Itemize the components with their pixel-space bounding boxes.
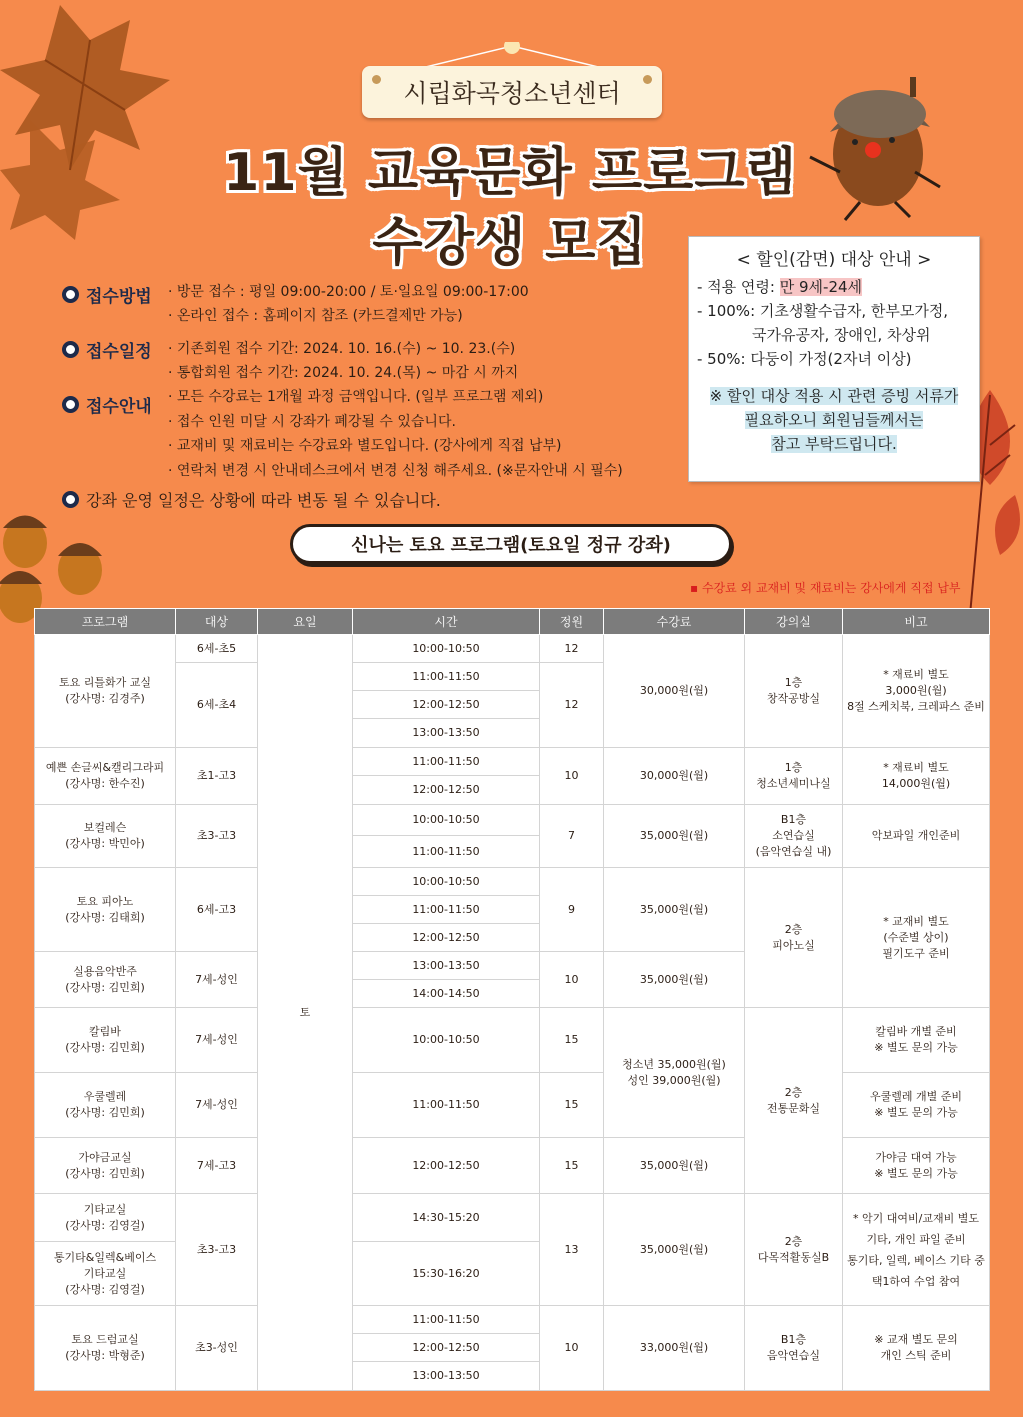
day-cell: 토 xyxy=(258,635,353,1391)
capacity-cell: 12 xyxy=(540,635,604,663)
col-header: 대상 xyxy=(176,609,258,635)
fee-cell: 33,000원(월) xyxy=(604,1306,745,1391)
discount-full-cont: 국가유공자, 장애인, 차상위 xyxy=(752,326,931,344)
table-row xyxy=(35,1073,990,1138)
col-header: 프로그램 xyxy=(35,609,176,635)
room-cell: 1층 창작공방실 xyxy=(745,635,843,748)
discount-half: - 50%: 다둥이 가정(2자녀 이상) xyxy=(697,350,912,368)
time-cell: 11:00-11:50 xyxy=(353,836,540,868)
fee-cell: 35,000원(월) xyxy=(604,1194,745,1306)
program-cell: 예쁜 손글씨&캘리그라피 (강사명: 한수진) xyxy=(35,748,176,805)
table-row xyxy=(35,635,990,663)
center-name-plaque xyxy=(362,66,662,118)
target-cell: 초3-고3 xyxy=(176,1194,258,1306)
discount-note: ※ 할인 대상 적용 시 관련 증빙 서류가 필요하오니 회원님들께서는 참고 부탁드립니다. xyxy=(709,387,959,453)
note-cell: ※ 교재 별도 문의 개인 스틱 준비 xyxy=(843,1306,990,1391)
fee-cell: 30,000원(월) xyxy=(604,748,745,805)
guide-line: · 접수 인원 미달 시 강좌가 폐강될 수 있습니다. xyxy=(168,414,456,430)
time-cell: 13:00-13:50 xyxy=(353,1362,540,1391)
table-row xyxy=(35,1194,990,1242)
program-cell: 토요 드럼교실 (강사명: 박형준) xyxy=(35,1306,176,1391)
col-header: 강의실 xyxy=(745,609,843,635)
fee-cell: 35,000원(월) xyxy=(604,952,745,1008)
time-cell: 11:00-11:50 xyxy=(353,896,540,924)
center-name: 시립화곡청소년센터 xyxy=(403,79,621,108)
table-row xyxy=(35,1138,990,1194)
bullet-ring-icon xyxy=(62,396,79,413)
capacity-cell: 10 xyxy=(540,748,604,805)
method-line: · 온라인 접수 : 홈페이지 참조 (카드결제만 가능) xyxy=(168,308,463,324)
program-cell: 토요 피아노 (강사명: 김태희) xyxy=(35,868,176,952)
target-cell: 초3-성인 xyxy=(176,1306,258,1391)
program-cell: 우쿨렐레 (강사명: 김민희) xyxy=(35,1073,176,1138)
bullet-ring-icon xyxy=(62,491,79,508)
guide-line: · 교재비 및 재료비는 수강료와 별도입니다. (강사에게 직접 납부) xyxy=(168,438,562,454)
target-cell: 초1-고3 xyxy=(176,748,258,805)
guide-label: 접수안내 xyxy=(62,392,152,417)
time-cell: 15:30-16:20 xyxy=(353,1242,540,1306)
program-cell: 칼림바 (강사명: 김민희) xyxy=(35,1008,176,1073)
table-header-row xyxy=(35,609,990,635)
method-label: 접수방법 xyxy=(62,282,152,307)
program-cell: 실용음악반주 (강사명: 김민희) xyxy=(35,952,176,1008)
program-cell: 기타교실 (강사명: 김영걸) xyxy=(35,1194,176,1242)
bullet-ring-icon xyxy=(62,286,79,303)
method-line: · 방문 접수 : 평일 09:00-20:00 / 토·일요일 09:00-17:00 xyxy=(168,284,529,300)
col-header: 정원 xyxy=(540,609,604,635)
target-cell: 6세-고3 xyxy=(176,868,258,952)
col-header: 요일 xyxy=(258,609,353,635)
fee-cell: 30,000원(월) xyxy=(604,635,745,748)
discount-box xyxy=(688,236,980,482)
target-cell: 초3-고3 xyxy=(176,805,258,868)
capacity-cell: 10 xyxy=(540,952,604,1008)
note-cell: * 재료비 별도 14,000원(월) xyxy=(843,748,990,805)
time-cell: 10:00-10:50 xyxy=(353,1008,540,1073)
note-cell: 악보파일 개인준비 xyxy=(843,805,990,868)
fee-note: ▪ 수강료 외 교재비 및 재료비는 강사에게 직접 납부 xyxy=(690,581,961,595)
room-cell: 2층 다목적활동실B xyxy=(745,1194,843,1306)
target-cell: 6세-초5 xyxy=(176,635,258,663)
schedule-label: 접수일정 xyxy=(62,337,152,362)
capacity-cell: 13 xyxy=(540,1194,604,1306)
target-cell: 7세-성인 xyxy=(176,1008,258,1073)
time-cell: 13:00-13:50 xyxy=(353,719,540,748)
time-cell: 14:30-15:20 xyxy=(353,1194,540,1242)
program-cell: 토요 리틀화가 교실 (강사명: 김경주) xyxy=(35,635,176,748)
bullet-ring-icon xyxy=(62,341,79,358)
time-cell: 14:00-14:50 xyxy=(353,980,540,1008)
note-cell: 우쿨렐레 개별 준비 ※ 별도 문의 가능 xyxy=(843,1073,990,1138)
fee-cell: 청소년 35,000원(월) 성인 39,000원(월) xyxy=(604,1008,745,1138)
schedule-line: · 기존회원 접수 기간: 2024. 10. 16.(수) ~ 10. 23.(수) xyxy=(168,341,516,357)
time-cell: 12:00-12:50 xyxy=(353,924,540,952)
room-cell: 2층 피아노실 xyxy=(745,868,843,1008)
room-cell: 2층 전통문화실 xyxy=(745,1008,843,1194)
col-header: 시간 xyxy=(353,609,540,635)
room-cell: 1층 청소년세미나실 xyxy=(745,748,843,805)
maple-leaf-icon xyxy=(0,0,180,240)
time-cell: 12:00-12:50 xyxy=(353,691,540,719)
capacity-cell: 15 xyxy=(540,1073,604,1138)
capacity-cell: 10 xyxy=(540,1306,604,1391)
table-row xyxy=(35,1008,990,1073)
capacity-cell: 15 xyxy=(540,1008,604,1073)
time-cell: 12:00-12:50 xyxy=(353,1334,540,1362)
room-cell: B1층 소연습실 (음악연습실 내) xyxy=(745,805,843,868)
program-table xyxy=(34,608,990,1391)
section-title: 신나는 토요 프로그램(토요일 정규 강좌) xyxy=(290,524,732,564)
col-header: 비고 xyxy=(843,609,990,635)
time-cell: 10:00-10:50 xyxy=(353,868,540,896)
program-cell: 가야금교실 (강사명: 김민희) xyxy=(35,1138,176,1194)
table-row xyxy=(35,748,990,776)
discount-age: - 적용 연령: 만 9세-24세 xyxy=(697,278,863,296)
time-cell: 11:00-11:50 xyxy=(353,1306,540,1334)
capacity-cell: 7 xyxy=(540,805,604,868)
note-cell: 칼림바 개별 준비 ※ 별도 문의 가능 xyxy=(843,1008,990,1073)
time-cell: 12:00-12:50 xyxy=(353,776,540,805)
target-cell: 7세-성인 xyxy=(176,952,258,1008)
time-cell: 13:00-13:50 xyxy=(353,952,540,980)
note-cell: * 재료비 별도 3,000원(월) 8절 스케치북, 크레파스 준비 xyxy=(843,635,990,748)
program-cell: 보컬레슨 (강사명: 박민아) xyxy=(35,805,176,868)
room-cell: B1층 음악연습실 xyxy=(745,1306,843,1391)
guide-line: · 연락처 변경 시 안내데스크에서 변경 신청 해주세요. (※문자안내 시 필수) xyxy=(168,463,623,479)
note-cell: 가야금 대여 가능 ※ 별도 문의 가능 xyxy=(843,1138,990,1194)
time-cell: 11:00-11:50 xyxy=(353,748,540,776)
target-cell: 7세-성인 xyxy=(176,1073,258,1138)
col-header: 수강료 xyxy=(604,609,745,635)
capacity-cell: 9 xyxy=(540,868,604,952)
time-cell: 10:00-10:50 xyxy=(353,805,540,836)
table-row xyxy=(35,868,990,896)
time-cell: 11:00-11:50 xyxy=(353,663,540,691)
acorn-character-icon xyxy=(800,72,950,222)
page-subtitle: 수강생 모집 xyxy=(372,213,648,273)
time-cell: 12:00-12:50 xyxy=(353,1138,540,1194)
guide-line: · 모든 수강료는 1개월 과정 금액입니다. (일부 프로그램 제외) xyxy=(168,389,544,405)
note-cell: * 교재비 별도 (수준별 상이) 필기도구 준비 xyxy=(843,868,990,1008)
schedule-notice: 강좌 운영 일정은 상황에 따라 변동 될 수 있습니다. xyxy=(62,488,441,511)
capacity-cell: 15 xyxy=(540,1138,604,1194)
fee-cell: 35,000원(월) xyxy=(604,1138,745,1194)
table-row xyxy=(35,1306,990,1334)
target-cell: 7세-고3 xyxy=(176,1138,258,1194)
time-cell: 10:00-10:50 xyxy=(353,635,540,663)
table-row xyxy=(35,805,990,836)
schedule-line: · 통합회원 접수 기간: 2024. 10. 24.(목) ~ 마감 시 까지 xyxy=(168,365,519,381)
page-title: 11월 교육문화 프로그램 xyxy=(223,143,797,203)
fee-cell: 35,000원(월) xyxy=(604,868,745,952)
time-cell: 11:00-11:50 xyxy=(353,1073,540,1138)
note-cell: * 악기 대여비/교재비 별도 기타, 개인 파일 준비 통기타, 일렉, 베이스 기타 중 택1하여 수업 참여 xyxy=(843,1194,990,1306)
capacity-cell: 12 xyxy=(540,663,604,748)
target-cell: 6세-초4 xyxy=(176,663,258,748)
discount-full: - 100%: 기초생활수급자, 한부모가정, xyxy=(697,302,949,320)
program-cell: 통기타&일렉&베이스 기타교실 (강사명: 김영걸) xyxy=(35,1242,176,1306)
discount-title: < 할인(감면) 대상 안내 > xyxy=(736,250,932,270)
fee-cell: 35,000원(월) xyxy=(604,805,745,868)
